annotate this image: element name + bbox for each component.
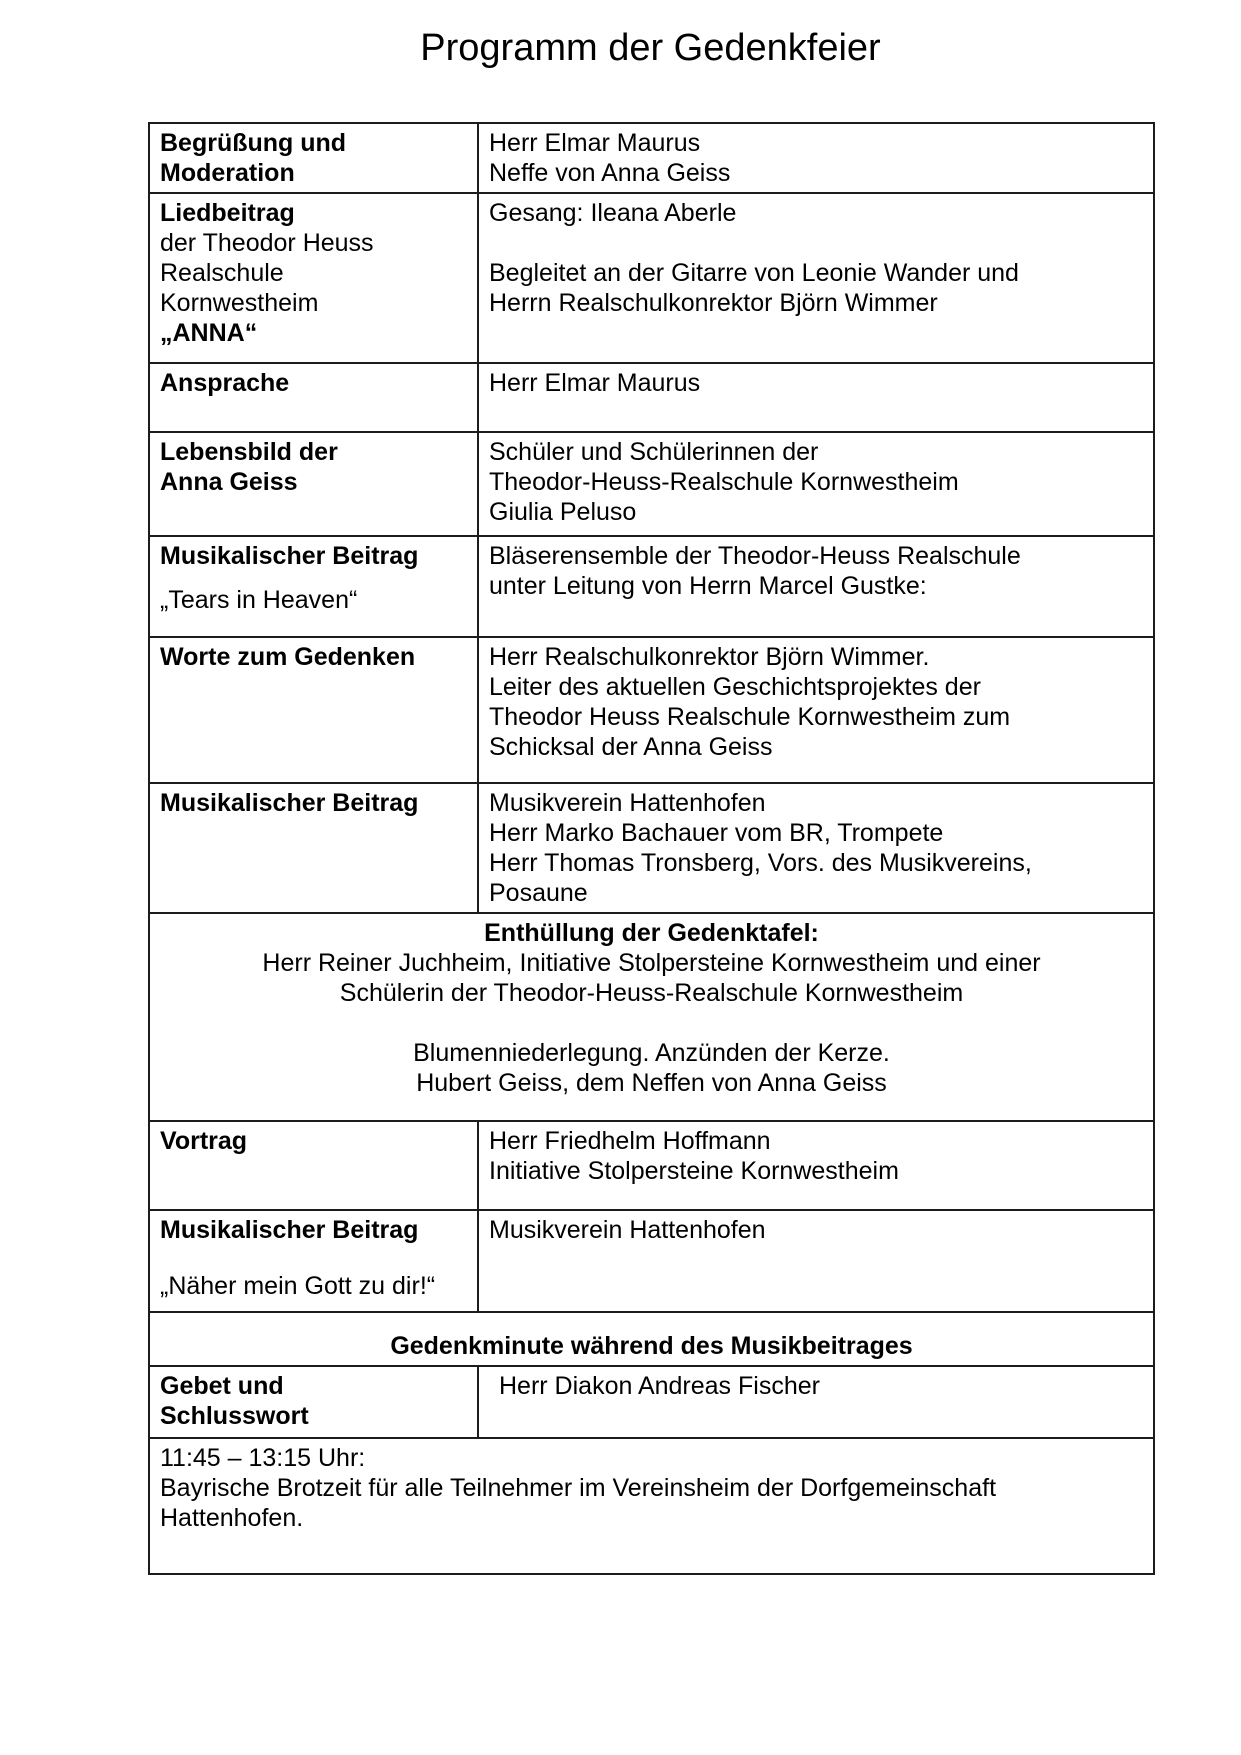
text-line: Anna Geiss — [160, 468, 298, 496]
text-line: Musikalischer Beitrag — [160, 542, 419, 570]
text-line: Begrüßung und — [160, 129, 347, 157]
row-brotzeit — [149, 1438, 1154, 1574]
text-line: Herr Reiner Juchheim, Initiative Stolpersteine Kornwestheim und einer — [262, 949, 1041, 977]
text-line: Musikalischer Beitrag — [160, 1216, 419, 1244]
text-line: Begleitet an der Gitarre von Leonie Wander und — [489, 259, 1019, 287]
row-lebensbild — [149, 432, 1154, 536]
text-line: „Tears in Heaven“ — [160, 586, 358, 614]
item-label-cell — [149, 363, 478, 432]
text-line: „ANNA“ — [160, 319, 258, 347]
full-width-cell — [149, 1438, 1154, 1574]
item-label-cell — [149, 637, 478, 783]
text-line: Posaune — [489, 879, 588, 907]
text-line: Herrn Realschulkonrektor Björn Wimmer — [489, 289, 938, 317]
row-vortrag — [149, 1121, 1154, 1210]
text-line: Herr Thomas Tronsberg, Vors. des Musikvereins, — [489, 849, 1032, 877]
text-line: Theodor-Heuss-Realschule Kornwestheim — [489, 468, 959, 496]
text-line: Leiter des aktuellen Geschichtsprojektes der — [489, 673, 981, 701]
text-line: Gedenkminute während des Musikbeitrages — [390, 1332, 913, 1360]
item-detail-cell — [478, 637, 1154, 783]
row-gebet-schlusswort — [149, 1366, 1154, 1438]
text-line: Schüler und Schülerinnen der — [489, 438, 819, 466]
text-line: Gebet und — [160, 1372, 284, 1400]
text-line: Vortrag — [160, 1127, 248, 1155]
program-table — [148, 122, 1155, 1575]
row-musikbeitrag-musikverein — [149, 783, 1154, 913]
item-detail-cell — [478, 363, 1154, 432]
text-line: Kornwestheim — [160, 289, 319, 317]
text-line: Gesang: Ileana Aberle — [489, 199, 737, 227]
text-line: Herr Elmar Maurus — [489, 129, 701, 157]
text-line: Neffe von Anna Geiss — [489, 159, 731, 187]
text-line: Blumenniederlegung. Anzünden der Kerze. — [413, 1039, 890, 1067]
text-line: Bläserensemble der Theodor-Heuss Realschule — [489, 542, 1021, 570]
text-line: „Näher mein Gott zu dir!“ — [160, 1272, 436, 1300]
item-detail-cell — [478, 1366, 1154, 1438]
item-label-cell — [149, 1210, 478, 1312]
text-line: Herr Elmar Maurus — [489, 369, 701, 397]
text-line: Hubert Geiss, dem Neffen von Anna Geiss — [416, 1069, 887, 1097]
row-musikbeitrag-tears — [149, 536, 1154, 637]
spacer — [489, 228, 1143, 258]
spacer — [160, 571, 467, 585]
item-detail-cell — [478, 1121, 1154, 1210]
text-line: Herr Diakon Andreas Fischer — [499, 1372, 820, 1400]
row-liedbeitrag — [149, 193, 1154, 363]
row-musikbeitrag-naeher — [149, 1210, 1154, 1312]
text-line: Herr Marko Bachauer vom BR, Trompete — [489, 819, 944, 847]
text-line: Hattenhofen. — [160, 1504, 304, 1532]
page-title: Programm der Gedenkfeier — [420, 27, 881, 69]
row-gedenkminute — [149, 1312, 1154, 1366]
row-enthuellung-gedenktafel — [149, 913, 1154, 1121]
row-ansprache — [149, 363, 1154, 432]
item-detail-cell — [478, 193, 1154, 363]
item-detail-cell — [478, 1210, 1154, 1312]
text-line: Ansprache — [160, 369, 290, 397]
text-line: Bayrische Brotzeit für alle Teilnehmer im Vereinsheim der Dorfgemeinschaft — [160, 1474, 997, 1502]
full-width-cell — [149, 1312, 1154, 1366]
text-line: Realschule — [160, 259, 284, 287]
item-detail-cell — [478, 783, 1154, 913]
item-detail-cell — [478, 123, 1154, 193]
item-label-cell — [149, 536, 478, 637]
text-line: 11:45 – 13:15 Uhr: — [160, 1444, 366, 1472]
text-line: Giulia Peluso — [489, 498, 637, 526]
text-line: Musikverein Hattenhofen — [489, 1216, 766, 1244]
item-label-cell — [149, 783, 478, 913]
text-line: Schlusswort — [160, 1402, 309, 1430]
text-line: unter Leitung von Herrn Marcel Gustke: — [489, 572, 927, 600]
item-label-cell — [149, 123, 478, 193]
item-detail-cell — [478, 536, 1154, 637]
row-begruessung-moderation — [149, 123, 1154, 193]
item-label-cell — [149, 193, 478, 363]
text-line: Herr Realschulkonrektor Björn Wimmer. — [489, 643, 930, 671]
text-line: Schicksal der Anna Geiss — [489, 733, 773, 761]
text-line: Enthüllung der Gedenktafel: — [484, 919, 819, 947]
text-line: Liedbeitrag — [160, 199, 295, 227]
text-line: Worte zum Gedenken — [160, 643, 416, 671]
text-line: Initiative Stolpersteine Kornwestheim — [489, 1157, 899, 1185]
full-width-cell — [149, 913, 1154, 1121]
spacer — [160, 1008, 1143, 1038]
text-line: Moderation — [160, 159, 295, 187]
text-line: der Theodor Heuss — [160, 229, 374, 257]
text-line: Herr Friedhelm Hoffmann — [489, 1127, 771, 1155]
text-line: Theodor Heuss Realschule Kornwestheim zum — [489, 703, 1011, 731]
text-line: Lebensbild der — [160, 438, 338, 466]
row-worte-zum-gedenken — [149, 637, 1154, 783]
text-line: Musikalischer Beitrag — [160, 789, 419, 817]
item-label-cell — [149, 1366, 478, 1438]
text-line: Schülerin der Theodor-Heuss-Realschule Kornwestheim — [339, 979, 964, 1007]
spacer — [160, 1245, 467, 1271]
item-label-cell — [149, 1121, 478, 1210]
item-detail-cell — [478, 432, 1154, 536]
text-line: Musikverein Hattenhofen — [489, 789, 766, 817]
item-label-cell — [149, 432, 478, 536]
